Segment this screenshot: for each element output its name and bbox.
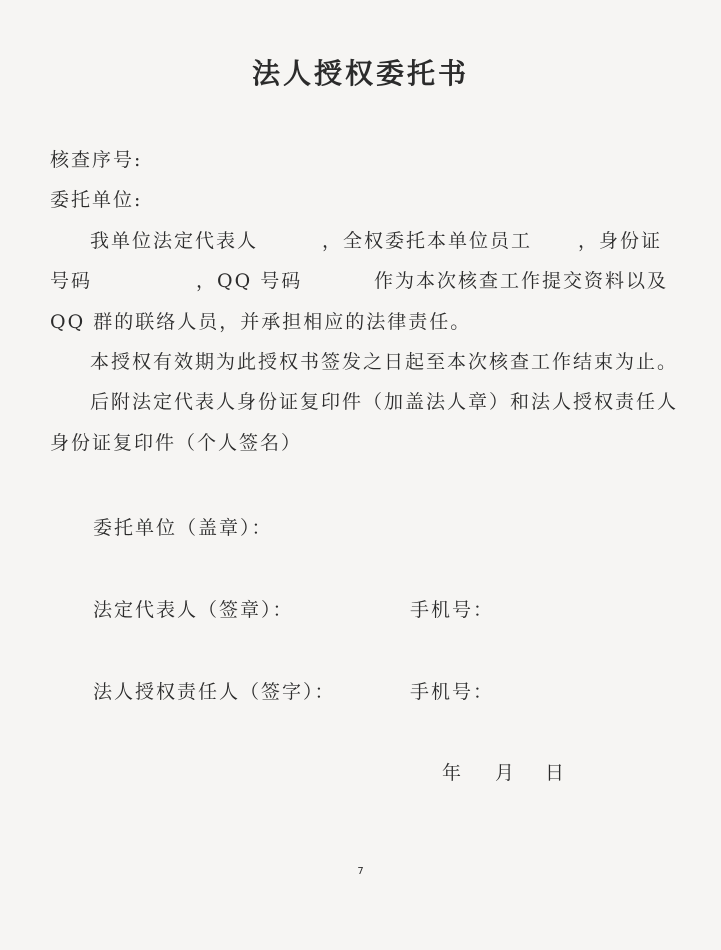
body-line-2c: 作为本次核查工作提交资料以及 xyxy=(374,270,669,292)
body-line-1c: ，身份证 xyxy=(578,230,663,252)
page-number: 7 xyxy=(357,866,364,877)
date-year: 年 xyxy=(442,762,464,784)
entrusting-unit-label: 委托单位: xyxy=(50,189,143,211)
body-line-1a: 我单位法定代表人 xyxy=(90,230,259,252)
authorized-person-signature-label: 法人授权责任人（签字）： xyxy=(93,681,336,703)
body-line-3: QQ 群的联络人员，并承担相应的法律责任。 xyxy=(50,311,472,333)
body-line-5: 后附法定代表人身份证复印件（加盖法人章）和法人授权责任人 xyxy=(90,391,679,413)
check-number-label: 核查序号: xyxy=(50,149,143,171)
legal-rep-phone-label: 手机号： xyxy=(410,599,495,621)
date-day: 日 xyxy=(545,762,567,784)
date-month: 月 xyxy=(495,762,517,784)
authorized-person-phone-label: 手机号： xyxy=(410,681,495,703)
body-line-2b: ，QQ 号码 xyxy=(196,270,303,292)
body-line-6: 身份证复印件（个人签名） xyxy=(50,432,303,454)
body-line-4: 本授权有效期为此授权书签发之日起至本次核查工作结束为止。 xyxy=(90,351,679,373)
unit-seal-label: 委托单位（盖章）： xyxy=(93,517,273,539)
legal-rep-signature-label: 法定代表人（签章）： xyxy=(93,599,294,621)
body-line-1b: ，全权委托本单位员工 xyxy=(322,230,533,252)
body-line-2a: 号码 xyxy=(50,270,93,292)
document-title: 法人授权委托书 xyxy=(251,57,469,90)
